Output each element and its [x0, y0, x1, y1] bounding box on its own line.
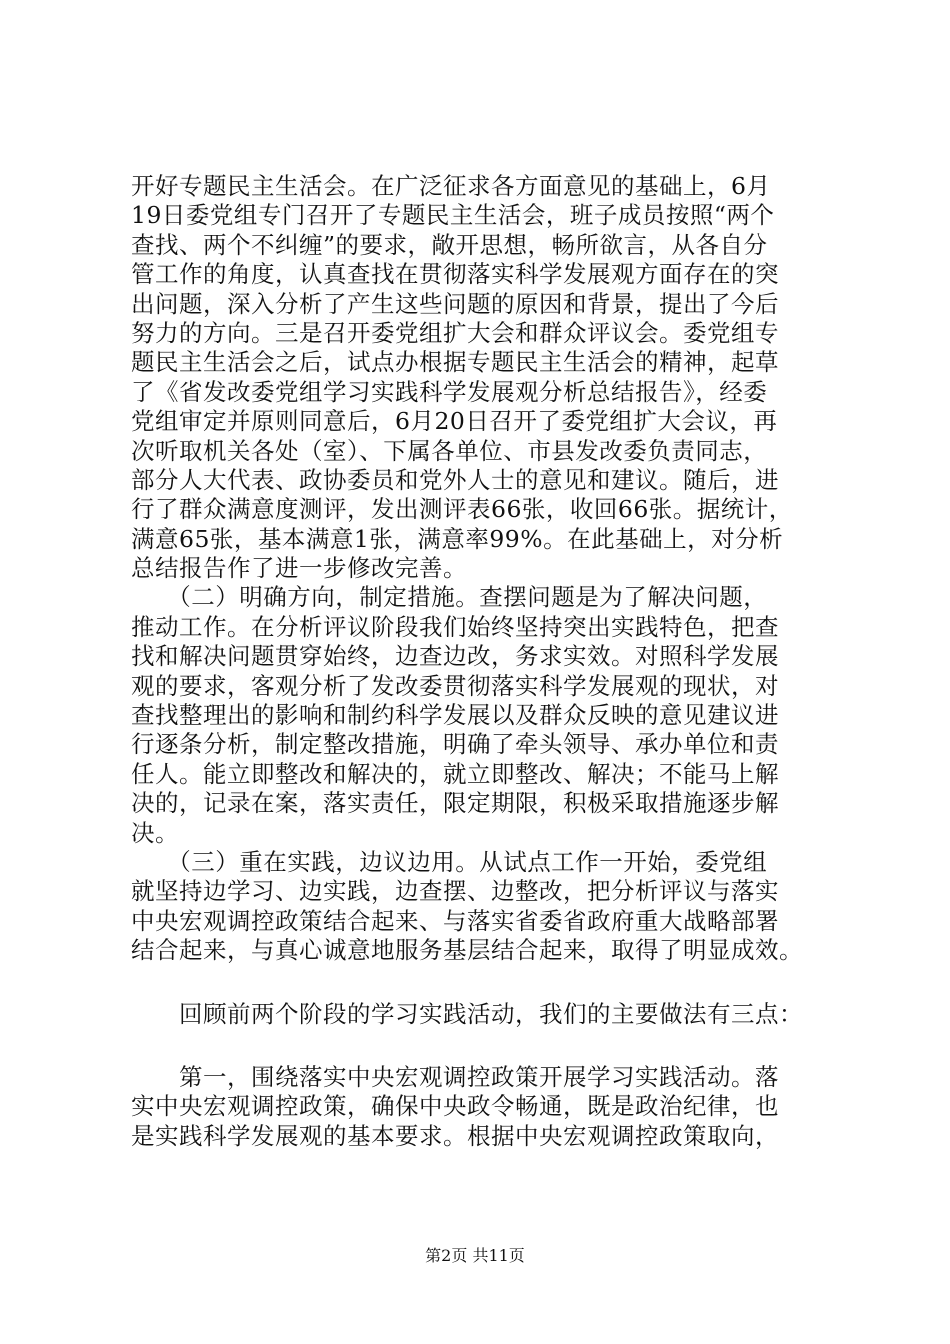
- text-line: （二）明确方向，制定措施。查摆问题是为了解决问题，: [131, 583, 768, 612]
- text-line: （三）重在实践，边议边用。从试点工作一开始，委党组: [131, 847, 768, 876]
- text-line: 开好专题民主生活会。在广泛征求各方面意见的基础上，6月: [131, 172, 771, 200]
- page-number-footer: 第2页 共11页: [425, 1246, 525, 1265]
- text-line: 党组审定并原则同意后，6月20日召开了委党组扩大会议，再: [131, 407, 778, 436]
- document-body: [131, 172, 831, 1151]
- text-line: 行了群众满意度测评，发出测评表66张，收回66张。据统计，: [131, 495, 793, 524]
- text-line: 决的，记录在案，落实责任，限定期限，积极采取措施逐步解: [131, 789, 779, 818]
- text-line: 观的要求，客观分析了发改委贯彻落实科学发展观的现状，对: [131, 671, 779, 700]
- text-line: 是实践科学发展观的基本要求。根据中央宏观调控政策取向，: [131, 1121, 779, 1150]
- text-line: 管工作的角度，认真查找在贯彻落实科学发展观方面存在的突: [131, 260, 779, 289]
- text-line: 出问题，深入分析了产生这些问题的原因和背景，提出了今后: [131, 289, 779, 318]
- text-line: 找和解决问题贯穿始终，边查边改，务求实效。对照科学发展: [131, 642, 779, 671]
- text-line: 次听取机关各处（室）、下属各单位、市县发改委负责同志，: [131, 436, 768, 465]
- text-line: 查找、两个不纠缠”的要求，敞开思想，畅所欲言，从各自分: [131, 230, 768, 259]
- text-line: 19日委党组专门召开了专题民主生活会，班子成员按照“两个: [131, 201, 775, 230]
- text-line: 查找整理出的影响和制约科学发展以及群众反映的意见建议进: [131, 701, 779, 730]
- text-line: 就坚持边学习、边实践，边查摆、边整改，把分析评议与落实: [131, 877, 779, 906]
- text-line: 题民主生活会之后，试点办根据专题民主生活会的精神，起草: [131, 348, 779, 377]
- text-line: 中央宏观调控政策结合起来、与落实省委省政府重大战略部署: [131, 906, 779, 935]
- text-line: 努力的方向。三是召开委党组扩大会和群众评议会。委党组专: [131, 318, 779, 347]
- text-line: 部分人大代表、政协委员和党外人士的意见和建议。随后，进: [131, 465, 779, 494]
- text-line: 结合起来，与真心诚意地服务基层结合起来，取得了明显成效。: [131, 936, 803, 965]
- text-line: 满意65张，基本满意1张，满意率99%。在此基础上，对分析: [131, 524, 784, 553]
- text-line: 实中央宏观调控政策，确保中央政令畅通，既是政治纪律，也: [131, 1092, 779, 1121]
- text-line: 行逐条分析，制定整改措施，明确了牵头领导、承办单位和责: [131, 730, 779, 759]
- text-line: 了《省发改委党组学习实践科学发展观分析总结报告》，经委: [131, 377, 768, 406]
- text-line: 任人。能立即整改和解决的，就立即整改、解决；不能马上解: [131, 759, 779, 788]
- text-line: 第一，围绕落实中央宏观调控政策开展学习实践活动。落: [131, 1062, 779, 1091]
- text-line: 总结报告作了进一步修改完善。: [131, 554, 467, 583]
- text-line: 回顾前两个阶段的学习实践活动，我们的主要做法有三点：: [131, 999, 803, 1028]
- text-line: 决。: [131, 818, 179, 847]
- text-line: 推动工作。在分析评议阶段我们始终坚持突出实践特色，把查: [131, 612, 779, 641]
